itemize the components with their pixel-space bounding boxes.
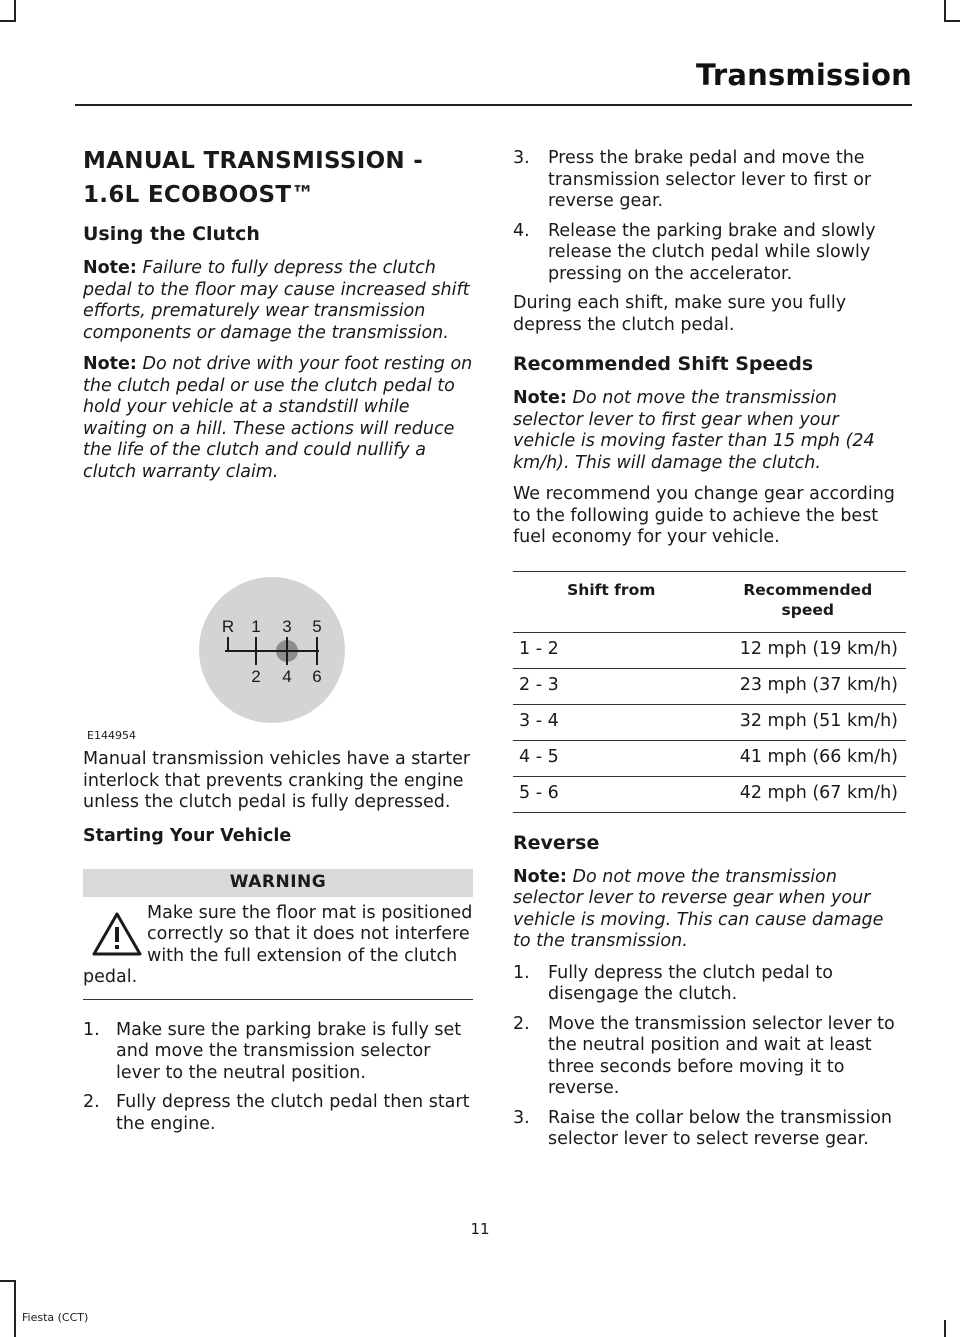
note-label: Note: — [513, 866, 567, 887]
step-number: 1. — [83, 1019, 100, 1040]
gear-label-bottom: 2 — [251, 667, 261, 686]
step-text: Raise the collar below the transmission selector lever to select reverse gear. — [548, 1107, 893, 1149]
step-text: Move the transmission selector lever to the neutral position and wait at least three seconds before moving it to reverse. — [548, 1013, 895, 1098]
note-paragraph — [513, 388, 906, 474]
warning-text: Make sure the floor mat is positioned correctly so that it does not interfere with the full extension of the clutch pedal. — [83, 902, 473, 987]
footer-model: Fiesta (CCT) — [22, 1311, 89, 1324]
interlock-paragraph: Manual transmission vehicles have a starter interlock that prevents cranking the engine unless the clutch pedal is fully depressed. — [83, 749, 471, 812]
note-label: Note: — [83, 258, 137, 278]
step-text: Fully depress the clutch pedal to disengage the clutch. — [548, 962, 833, 1004]
crop-mark — [944, 20, 960, 22]
start-steps-continued — [513, 148, 906, 285]
step-number: 3. — [513, 1107, 530, 1128]
gear-shift-pattern-figure — [83, 503, 473, 742]
gear-label-bottom: 4 — [282, 667, 292, 686]
gear-label-top: 3 — [282, 617, 292, 636]
table-cell-shift-from: 1 - 2 — [513, 632, 710, 668]
table-cell-speed: 42 mph (67 km/h) — [710, 776, 907, 812]
step-number: 2. — [83, 1092, 100, 1112]
list-item — [83, 1020, 473, 1085]
crop-mark — [14, 1280, 16, 1337]
table-row — [513, 776, 906, 812]
step-text: Fully depress the clutch pedal then start the engine. — [116, 1092, 470, 1134]
page-header — [75, 58, 912, 100]
table-row — [513, 740, 906, 776]
table-cell-speed: 12 mph (19 km/h) — [710, 632, 907, 668]
subheading-using-clutch: Using the Clutch — [83, 223, 260, 245]
table-row — [513, 632, 906, 668]
table-row — [513, 668, 906, 704]
note-text: Failure to fully depress the clutch pedal to the floor may cause increased shift efforts, prematurely wear transmission components or damage the transmission. — [83, 258, 470, 343]
warning-body — [83, 897, 473, 1000]
table-cell-shift-from: 2 - 3 — [513, 668, 710, 704]
step-text: Press the brake pedal and move the transmission selector lever to first or reverse gear. — [548, 148, 872, 211]
list-item — [513, 963, 906, 1006]
page-number: 11 — [470, 1220, 490, 1238]
warning-triangle-icon — [91, 911, 143, 957]
gear-label-top: R — [221, 617, 235, 636]
section-heading — [83, 144, 473, 212]
crop-mark — [14, 0, 16, 20]
note-text: Do not drive with your foot resting on the clutch pedal or use the clutch pedal to hold your vehicle at a standstill while waiting on a hill. These actions will reduce the life of the clutch and could nullify a clutch warranty claim. — [83, 354, 473, 482]
table-cell-speed: 32 mph (51 km/h) — [710, 704, 907, 740]
list-item — [513, 1108, 906, 1151]
note-paragraph — [83, 354, 473, 483]
warning-box — [83, 869, 473, 1000]
column-header-recommended-speed — [710, 571, 907, 632]
right-column — [513, 148, 906, 1159]
section-heading-line2: 1.6L ECOBOOST™ — [83, 182, 315, 208]
subheading-starting-vehicle: Starting Your Vehicle — [83, 825, 292, 846]
crop-mark — [0, 1280, 16, 1282]
list-item — [513, 221, 906, 286]
section-heading-line1: MANUAL TRANSMISSION - — [83, 148, 424, 174]
step-number: 2. — [513, 1013, 530, 1034]
table-cell-shift-from: 3 - 4 — [513, 704, 710, 740]
table-cell-shift-from: 5 - 6 — [513, 776, 710, 812]
step-number: 4. — [513, 220, 530, 241]
note-paragraph — [513, 867, 906, 953]
table-cell-shift-from: 4 - 5 — [513, 740, 710, 776]
crop-mark — [944, 0, 946, 20]
list-item — [513, 148, 906, 213]
step-number: 1. — [513, 962, 530, 983]
step-text: Make sure the parking brake is fully set and move the transmission selector lever to the neutral position. — [116, 1019, 462, 1083]
table-cell-speed: 41 mph (66 km/h) — [710, 740, 907, 776]
note-label: Note: — [83, 354, 137, 374]
page-title: Transmission — [696, 58, 912, 92]
note-text: Do not move the transmission selector lever to reverse gear when your vehicle is moving. This can cause damage to the transmission. — [513, 866, 884, 951]
list-item — [513, 1014, 906, 1100]
note-paragraph — [83, 258, 473, 344]
column-header-text: Recommended speed — [743, 580, 873, 619]
left-column — [83, 140, 473, 1143]
subheading-recommended-speeds: Recommended Shift Speeds — [513, 353, 814, 375]
note-label: Note: — [513, 388, 567, 408]
header-rule — [75, 104, 912, 106]
step-number: 3. — [513, 148, 530, 168]
recommend-paragraph: We recommend you change gear according to the following guide to achieve the best fuel economy for your vehicle. — [513, 484, 895, 547]
warning-title: WARNING — [83, 869, 473, 897]
start-steps-list — [83, 1020, 473, 1136]
gear-pattern-illustration — [83, 503, 473, 733]
table-row — [513, 704, 906, 740]
column-header-shift-from: Shift from — [513, 571, 710, 632]
gear-label-top: 5 — [312, 617, 322, 636]
list-item — [83, 1092, 473, 1135]
gear-label-bottom: 6 — [312, 667, 322, 686]
gear-label-top: 1 — [251, 617, 261, 636]
step-text: Release the parking brake and slowly release the clutch pedal while slowly pressing on the accelerator. — [548, 220, 876, 284]
figure-code: E144954 — [87, 729, 136, 742]
note-text: Do not move the transmission selector lever to first gear when your vehicle is moving faster than 15 mph (24 km/h). This will damage the clutch. — [513, 388, 875, 473]
subheading-reverse: Reverse — [513, 831, 600, 854]
crop-mark — [0, 20, 16, 22]
warning-rule — [83, 999, 473, 1000]
table-cell-speed: 23 mph (37 km/h) — [710, 668, 907, 704]
table-header-row — [513, 571, 906, 632]
shift-paragraph: During each shift, make sure you fully depress the clutch pedal. — [513, 293, 847, 335]
crop-mark — [944, 1320, 946, 1337]
shift-speed-table — [513, 571, 906, 813]
reverse-steps-list — [513, 963, 906, 1151]
